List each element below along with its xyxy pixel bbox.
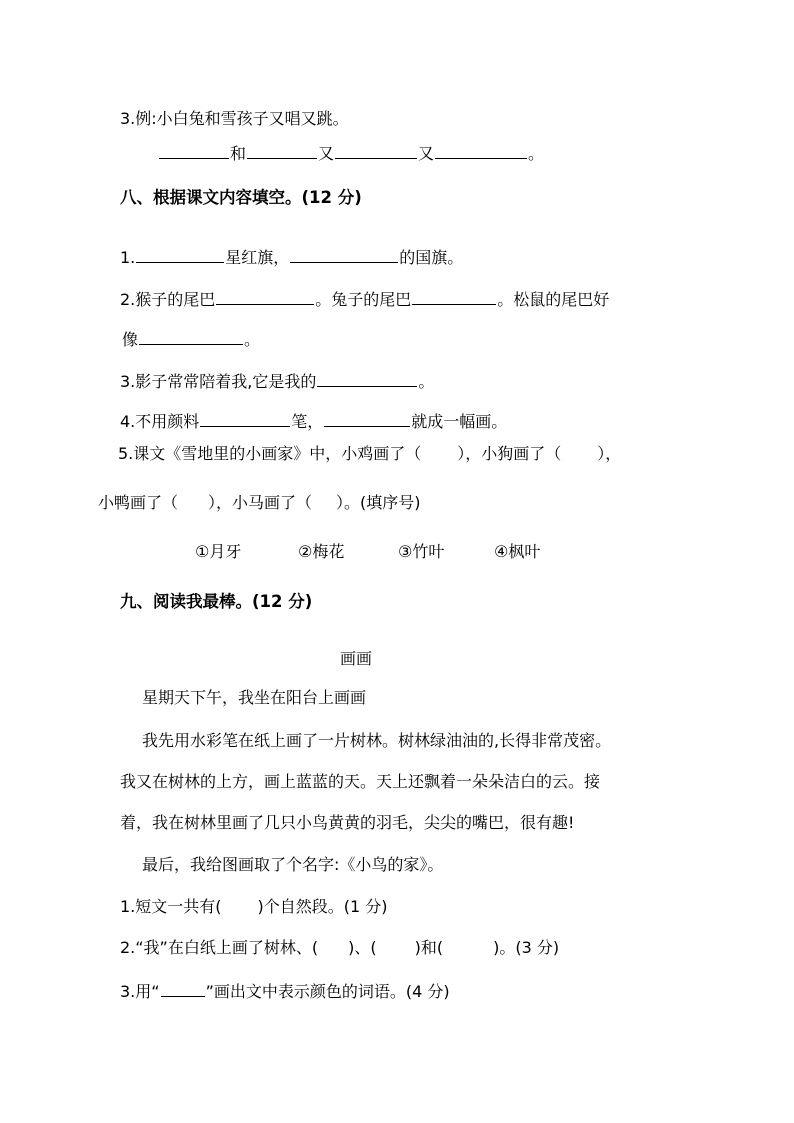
section9-heading: 九、阅读我最棒。(12 分) — [120, 592, 313, 611]
s8-q2-text3: 。松鼠的尾巴好 — [497, 290, 610, 309]
s8-q5-line1-c: ）， — [597, 444, 622, 463]
s8-q4-blank-2[interactable] — [324, 409, 410, 427]
s7-q3-pattern — [158, 141, 544, 165]
passage-paragraph-1: 星期天下午，我坐在阳台上画画 — [142, 688, 367, 707]
s7-q3-you1: 又 — [318, 144, 335, 163]
s9-q2 — [120, 937, 559, 959]
s8-q4 — [120, 409, 507, 433]
s9-q1-b: )个自然段。(1 分) — [257, 897, 388, 916]
s8-q1-blank-1[interactable] — [136, 245, 224, 263]
s7-q3-example-text: 3.例:小白兔和雪孩子又唱又跳。 — [120, 109, 349, 128]
passage-paragraph-2-line-3: 着，我在树林里画了几只小鸟黄黄的羽毛，尖尖的嘴巴，很有趣! — [120, 813, 575, 832]
s8-q5-option-3: ③竹叶 — [398, 542, 445, 561]
s7-q3-end: 。 — [528, 144, 545, 163]
s8-q1-num: 1. — [120, 248, 136, 267]
s8-q2-text2: 。兔子的尾巴 — [315, 290, 412, 309]
s7-q3-blank-3[interactable] — [335, 141, 417, 159]
s7-q3-blank-1[interactable] — [159, 141, 229, 159]
s8-q5-line2-b: ），小马画了（ — [208, 493, 313, 512]
s8-q5-option-1: ①月牙 — [195, 542, 242, 561]
s8-q5-option-2: ②梅花 — [298, 542, 345, 561]
s8-q1-blank-2[interactable] — [290, 245, 398, 263]
s8-q2-end: 。 — [244, 330, 261, 349]
s8-q5-line2-c: ）。(填序号) — [336, 493, 421, 512]
s8-q3-end: 。 — [418, 372, 435, 391]
s9-q3-b: ”画出文中表示颜色的词语。(4 分) — [205, 982, 450, 1001]
s8-q2-text1: 2.猴子的尾巴 — [120, 290, 216, 309]
s9-q2-b: )、( — [348, 938, 377, 957]
s7-q3-blank-2[interactable] — [247, 141, 317, 159]
s9-q3-a: 3.用“ — [120, 982, 160, 1001]
s9-q1-a: 1.短文一共有( — [120, 897, 222, 916]
s8-q2-blank-2[interactable] — [412, 287, 496, 305]
s8-q2-text4: 像 — [122, 330, 139, 349]
s8-q5-option-4: ④枫叶 — [494, 542, 541, 561]
s8-q5-line1-b: ），小狗画了（ — [457, 444, 562, 463]
section8-heading: 八、根据课文内容填空。(12 分) — [120, 188, 362, 207]
s8-q3 — [120, 369, 434, 393]
s8-q5-line1-a: 5.课文《雪地里的小画家》中，小鸡画了（ — [118, 444, 422, 463]
s9-q2-a: 2.“我”在白纸上画了树林、( — [120, 938, 319, 957]
passage-paragraph-2-line-1: 我先用水彩笔在纸上画了一片树林。树林绿油油的,长得非常茂密。 — [142, 731, 612, 750]
s8-q4-blank-1[interactable] — [200, 409, 290, 427]
s9-q3 — [120, 979, 450, 1003]
s8-q1 — [120, 245, 463, 269]
s9-q3-underline-sample — [161, 979, 205, 997]
s9-q1 — [120, 896, 388, 918]
s8-q2-line2 — [122, 327, 260, 351]
s8-q3-text: 3.影子常常陪着我,它是我的 — [120, 372, 317, 391]
s8-q2-line1 — [120, 287, 609, 311]
s8-q5-line2-a: 小鸭画了（ — [98, 493, 179, 512]
s8-q3-blank[interactable] — [317, 369, 417, 387]
s9-q2-c: )和( — [414, 938, 444, 957]
s8-q4-text1: 4.不用颜料 — [120, 412, 200, 431]
s7-q3-blank-4[interactable] — [435, 141, 527, 159]
passage-title: 画画 — [340, 649, 373, 668]
s8-q5-line1 — [118, 443, 621, 465]
s7-q3-example — [120, 108, 349, 130]
s8-q4-text3: 就成一幅画。 — [411, 412, 508, 431]
passage-paragraph-2-line-2: 我又在树林的上方，画上蓝蓝的天。天上还飘着一朵朵洁白的云。接 — [120, 772, 601, 791]
s9-q2-d: )。(3 分) — [493, 938, 560, 957]
s8-q2-blank-1[interactable] — [216, 287, 314, 305]
s7-q3-you2: 又 — [418, 144, 435, 163]
s8-q1-mid: 星红旗， — [225, 248, 290, 267]
s8-q5-line2 — [98, 492, 421, 514]
passage-paragraph-3: 最后，我给图画取了个名字:《小鸟的家》。 — [142, 855, 444, 874]
s8-q1-end: 的国旗。 — [399, 248, 464, 267]
s8-q2-blank-3[interactable] — [139, 327, 243, 345]
s7-q3-he: 和 — [230, 144, 247, 163]
s8-q4-text2: 笔， — [291, 412, 324, 431]
